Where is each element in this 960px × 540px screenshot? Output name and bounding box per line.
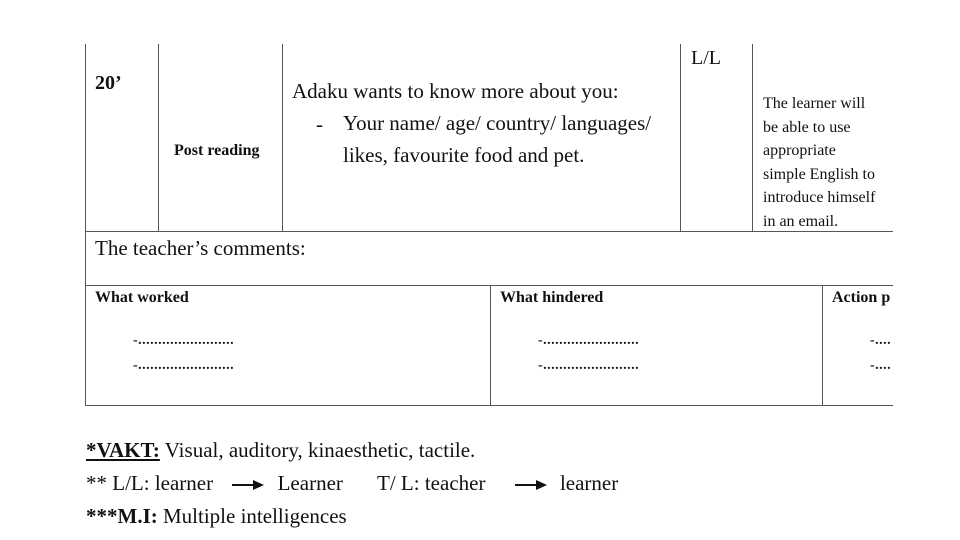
table-left-border <box>85 44 86 406</box>
col-divider-worked <box>490 285 491 406</box>
outcome-line: introduce himself <box>763 189 876 206</box>
footnote-ll-prefix: ** L/L: learner <box>86 471 214 495</box>
activity-intro: Adaku wants to know more about you: <box>292 79 619 103</box>
action-plan-label: Action p <box>832 289 891 306</box>
what-worked-label: What worked <box>95 289 189 306</box>
activity-bullet-line1: Your name/ age/ country/ languages/ <box>343 111 652 135</box>
what-worked-item: -........................ <box>133 358 235 373</box>
footnote-mi <box>86 504 347 529</box>
col-divider-interaction <box>752 44 753 231</box>
outcome-line: be able to use <box>763 118 851 136</box>
footnote-ll-target: Learner <box>277 471 343 495</box>
arrow-right-icon <box>232 479 264 491</box>
outcome-line: appropriate <box>763 142 836 159</box>
action-plan-item: -.... <box>870 358 892 373</box>
what-worked-item: -........................ <box>133 333 235 348</box>
comments-heading: The teacher’s comments: <box>95 236 306 260</box>
footnote-vakt-key: *VAKT: <box>86 438 160 462</box>
col-divider-time <box>158 44 159 231</box>
footnote-tl-target: learner <box>559 471 619 495</box>
table-bottom-border <box>85 405 893 406</box>
interaction-cell: L/L <box>691 47 721 69</box>
col-divider-hindered <box>822 285 823 406</box>
footnote-interaction-key <box>86 471 618 496</box>
activity-bullet-line2: likes, favourite food and pet. <box>343 143 585 167</box>
stage-cell: Post reading <box>174 142 260 159</box>
footnote-mi-key: ***M.I: <box>86 504 158 528</box>
outcome-cell <box>763 92 875 233</box>
footnote-vakt-text: Visual, auditory, kinaesthetic, tactile. <box>159 438 476 462</box>
activity-bullet-marker: - <box>316 112 323 136</box>
outcome-line: in an email. <box>763 212 839 230</box>
outcome-line: simple English to <box>763 165 875 183</box>
time-cell: 20’ <box>95 72 122 94</box>
action-plan-item: -.... <box>870 333 892 348</box>
row-divider-comments <box>85 285 893 286</box>
footnote-tl-prefix: T/ L: teacher <box>377 471 486 495</box>
col-divider-stage <box>282 44 283 231</box>
what-hindered-item: -........................ <box>538 358 640 373</box>
outcome-line: The learner will <box>763 95 866 112</box>
what-hindered-item: -........................ <box>538 333 640 348</box>
footnote-mi-text: Multiple intelligences <box>157 504 347 528</box>
what-hindered-label: What hindered <box>500 289 604 306</box>
arrow-right-icon <box>515 479 547 491</box>
footnote-vakt <box>86 438 475 463</box>
col-divider-activity <box>680 44 681 231</box>
